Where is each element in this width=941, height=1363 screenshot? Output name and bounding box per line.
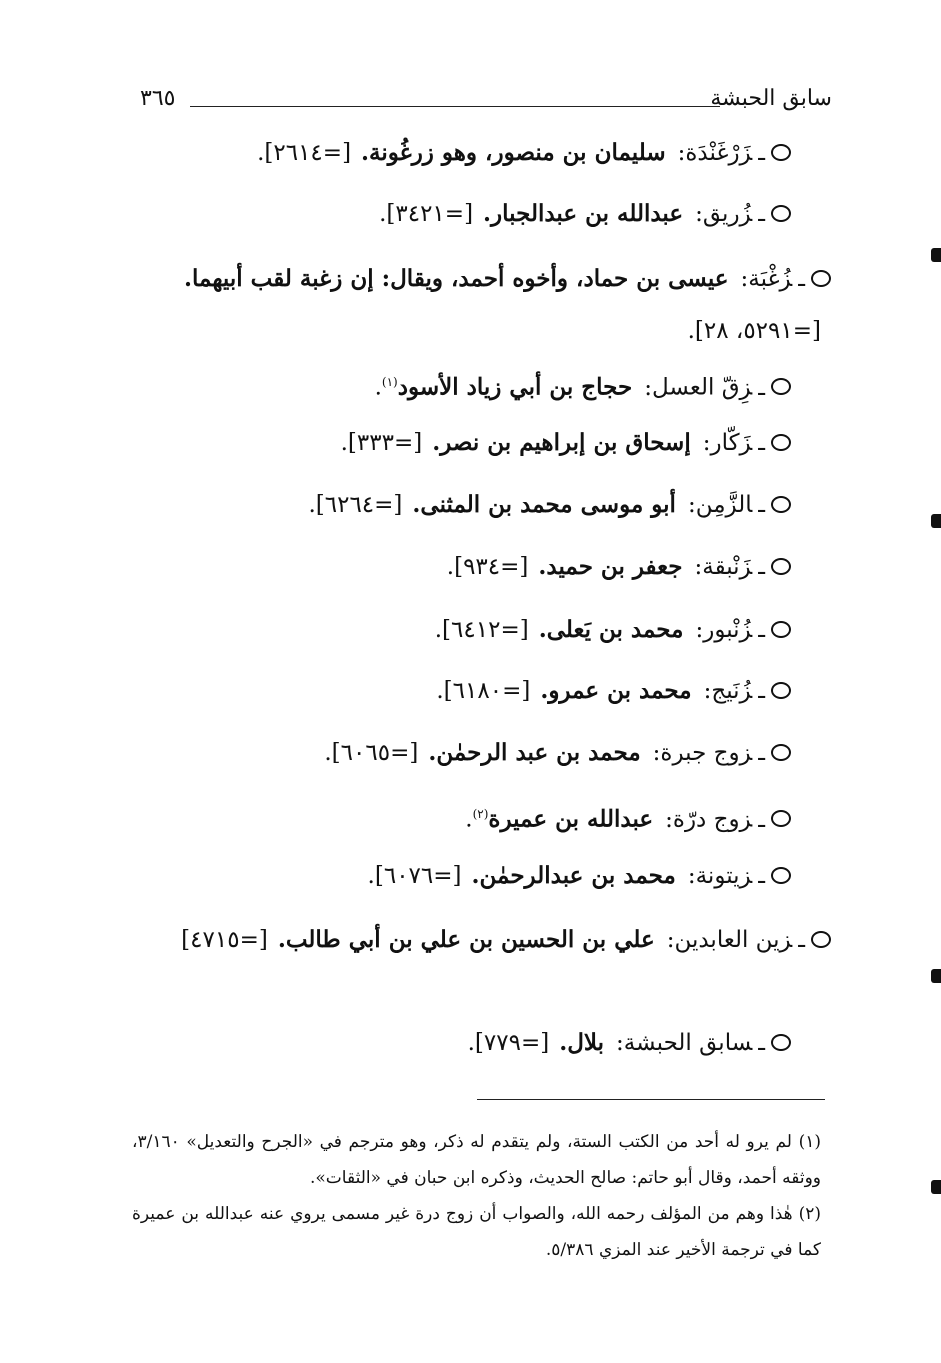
entry: ـزُنَيج:محمد بن عمرو.[=٦١٨٠]. [436, 675, 791, 707]
entry-desc: جعفر بن حميد. [538, 553, 683, 580]
circle-bullet-icon [771, 682, 791, 699]
entry-desc: عيسى بن حماد، وأخوه أحمد، ويقال: إن زغبة لقب أبيهما. [184, 265, 729, 292]
entry-ref: [=٦٠٧٦]. [367, 863, 462, 889]
circle-bullet-icon [771, 621, 791, 638]
entry-ref: [=٧٧٩]. [467, 1030, 550, 1056]
entry: ـزِقّ العسل:حجاج بن أبي زياد الأسود$^{(١)}$. [375, 366, 791, 404]
entry-term: زُريق [702, 201, 753, 227]
entry: ـالزَّمِن:أبو موسى محمد بن المثنى.[=٦٢٦٤]. [308, 489, 791, 521]
entry-term: زُنَيج [711, 678, 753, 704]
circle-bullet-icon [811, 270, 831, 287]
footnote-marker: (٢) [472, 807, 489, 821]
entry-desc: أبو موسى محمد بن المثنى. [412, 491, 676, 518]
entry-ref: [=٣٤٢١]. [379, 201, 474, 227]
circle-bullet-icon [771, 205, 791, 222]
entry-ref: [=٢٦١٤]. [257, 140, 352, 166]
entry-desc: محمد بن يَعلى. [538, 616, 684, 643]
entry-desc: محمد بن عبدالرحمٰن. [471, 862, 676, 889]
scan-edge-mark [931, 248, 941, 262]
entry-ref: [=٦١٨٠]. [436, 678, 531, 704]
entry-desc: بلال. [559, 1029, 605, 1056]
footnote-marker: (١) [381, 375, 398, 389]
entry-desc: محمد بن عمرو. [540, 677, 692, 704]
header-rule [190, 106, 720, 107]
entry-desc: عبدالله بن عبدالجبار. [483, 200, 684, 227]
entry-term: زُنْبور [703, 617, 753, 643]
entry-ref: [=٣٣٣]. [340, 430, 423, 456]
entry-desc: إسحاق بن إبراهيم بن نصر. [432, 429, 691, 456]
circle-bullet-icon [771, 810, 791, 827]
entry: ـزُنْبور:محمد بن يَعلى.[=٦٤١٢]. [435, 614, 791, 646]
circle-bullet-icon [771, 867, 791, 884]
entry-term: سابق الحبشة [623, 1030, 753, 1056]
entry-ref: [=٦٢٦٤]. [308, 492, 403, 518]
circle-bullet-icon [771, 744, 791, 761]
entry: ـزُريق:عبدالله بن عبدالجبار.[=٣٤٢١]. [379, 198, 791, 230]
entry-term: زِقّ العسل [651, 374, 753, 401]
entry-term: زَنْبقة [702, 554, 753, 580]
footnote: (٢) هٰذا وهم من المؤلف رحمه الله، والصواب أن زوج درة غير مسمى يروي عنه عبدالله بن عميرة كما في ترجمة الأخير عند المزي ٥/٣٨٦. [132, 1204, 821, 1260]
entry-desc: سليمان بن منصور، وهو زرغُونة. [361, 139, 666, 166]
entry: ـزَرْغَنْدَة:سليمان بن منصور، وهو زرغُونة.[=٢٦١٤]. [257, 137, 791, 169]
entry-term: زوج جبرة [660, 740, 753, 766]
entry-desc: محمد بن عبد الرحمٰن. [428, 739, 641, 766]
circle-bullet-icon [771, 1034, 791, 1051]
footnote: (١) لم يرو له أحد من الكتب الستة، ولم يتقدم له ذكر، وهو مترجم في «الجرح والتعديل» ٣/١٦٠، ووثقه أحمد، وقال أبو حاتم: صالح الحديث، وذكره ابن حبان في «الثقات». [132, 1132, 821, 1188]
scan-edge-mark [931, 969, 941, 983]
entry: ـزوج درّة:عبدالله بن عميرة$^{(٢)}$. [465, 798, 791, 836]
entry-ref: [=٩٣٤]. [446, 554, 529, 580]
footnotes [132, 1124, 821, 1268]
entry-term: زَرْغَنْدَة [685, 140, 753, 166]
entry-desc: حجاج بن أبي زياد الأسود [397, 373, 633, 401]
page-number: ٣٦٥ [140, 86, 176, 111]
entry-ref: [=٦٠٦٥]. [324, 740, 419, 766]
entry: ـزَكّار:إسحاق بن إبراهيم بن نصر.[=٣٣٣]. [341, 427, 791, 459]
entry-term: زيتونة [695, 863, 753, 889]
circle-bullet-icon [771, 378, 791, 395]
entry-desc: عبدالله بن عميرة [488, 805, 654, 833]
entry-desc: علي بن الحسين بن علي بن أبي طالب. [277, 926, 655, 953]
entry-ref: [=٥٢٩١، ٢٨]. [687, 318, 821, 344]
circle-bullet-icon [771, 144, 791, 161]
running-header-title: سابق الحبشة [710, 86, 832, 111]
circle-bullet-icon [771, 558, 791, 575]
entry: ـزين العابدين:علي بن الحسين بن علي بن أبي طالب.[=٤٧١٥] [140, 914, 831, 966]
scan-edge-mark [931, 1180, 941, 1194]
entry: ـزيتونة:محمد بن عبدالرحمٰن.[=٦٠٧٦]. [368, 860, 791, 892]
entry-term: زوج درّة [672, 806, 753, 833]
entry-ref: [=٦٤١٢]. [434, 617, 529, 643]
entry-ref: . [465, 806, 473, 833]
footnote-separator [477, 1099, 825, 1100]
entry: ـزَنْبقة:جعفر بن حميد.[=٩٣٤]. [447, 551, 791, 583]
entry-term: زين العابدين [674, 927, 793, 953]
entry: ـزوج جبرة:محمد بن عبد الرحمٰن.[=٦٠٦٥]. [324, 737, 791, 769]
entry-term: زَكّار [710, 430, 753, 456]
entry-term: زُغْبَة [748, 266, 793, 292]
circle-bullet-icon [771, 434, 791, 451]
entry: ـسابق الحبشة:بلال.[=٧٧٩]. [468, 1027, 791, 1059]
running-header [140, 86, 832, 122]
entry-ref: [=٤٧١٥] [181, 927, 268, 953]
circle-bullet-icon [811, 931, 831, 948]
circle-bullet-icon [771, 496, 791, 513]
entry: ـزُغْبَة:عيسى بن حماد، وأخوه أحمد، ويقال: إن زغبة لقب أبيهما.[=٥٢٩١، ٢٨]. [140, 253, 831, 357]
scan-edge-mark [931, 514, 941, 528]
entry-ref: . [374, 374, 382, 401]
entry-term: الزَّمِن [695, 492, 753, 518]
